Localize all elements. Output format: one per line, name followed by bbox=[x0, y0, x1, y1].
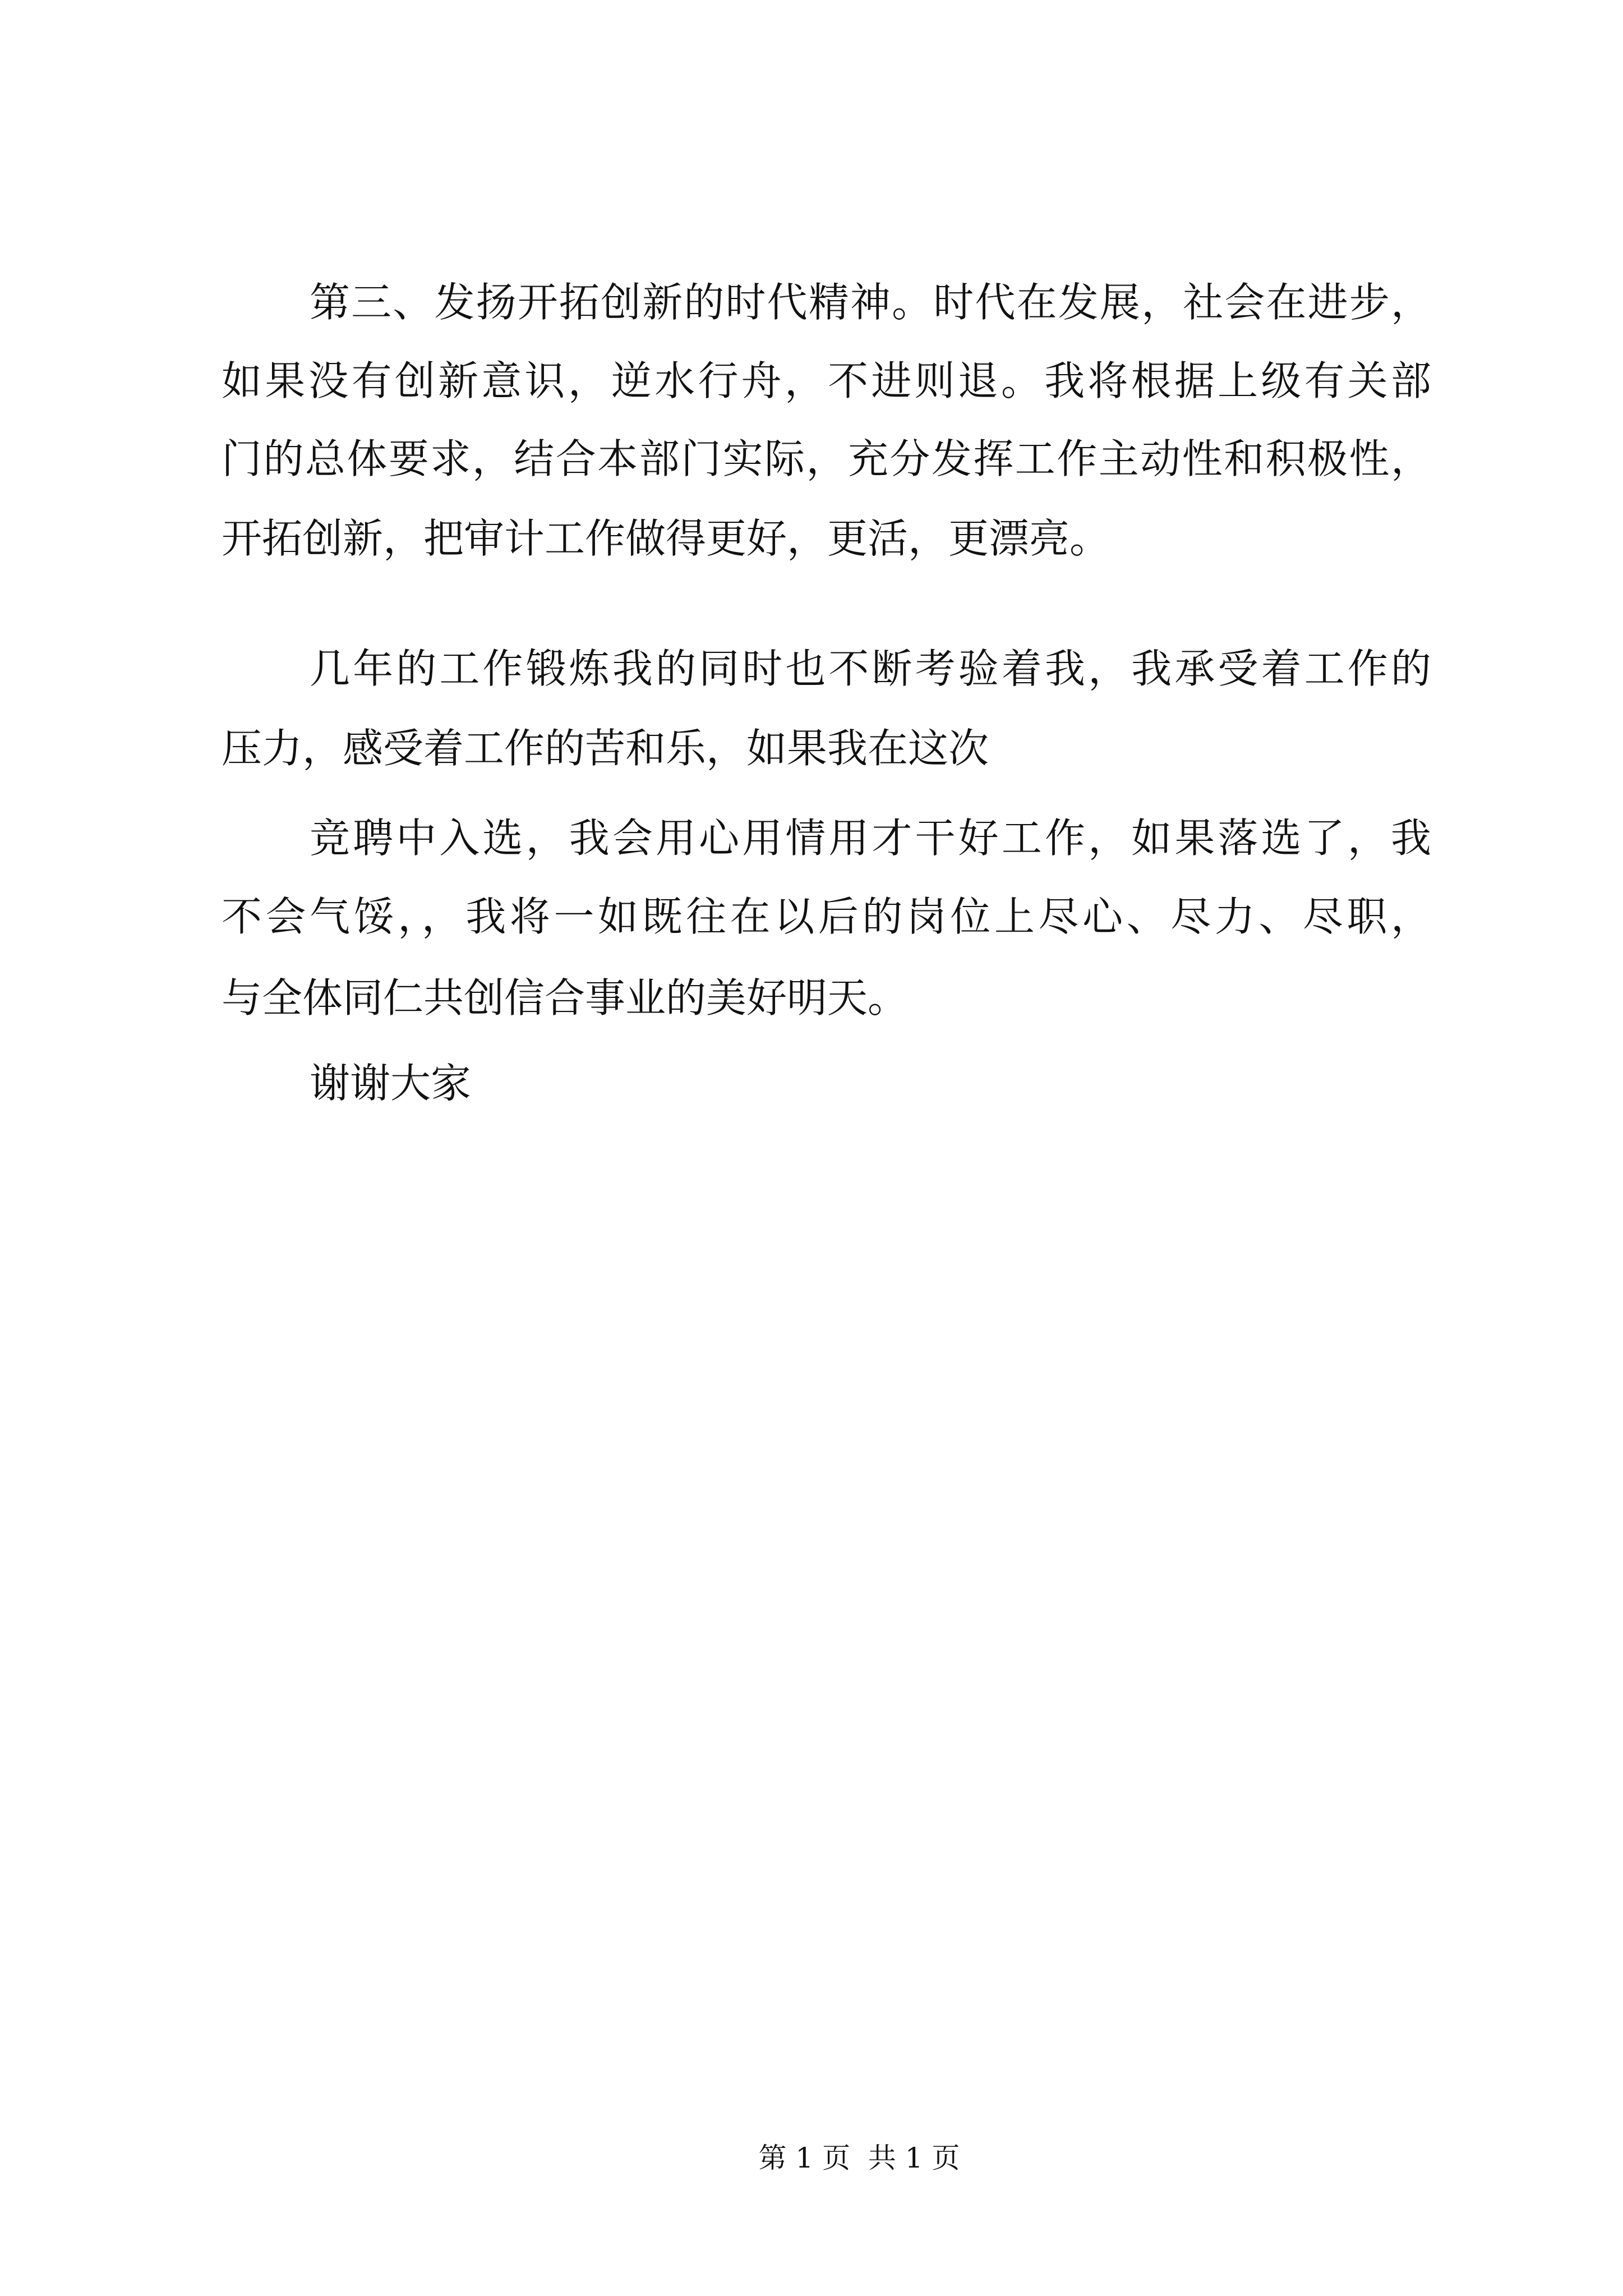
paragraph-line: 与全体同仁共创信合事业的美好明天。 bbox=[222, 974, 909, 1022]
paragraph-line: 如果没有创新意识，逆水行舟，不进则退。我将根据上级有关部 bbox=[222, 357, 1431, 404]
closing-line: 谢谢大家 bbox=[310, 1060, 472, 1107]
paragraph-line: 开拓创新，把审计工作做得更好，更活，更漂亮。 bbox=[222, 515, 1110, 562]
paragraph-line: 不会气馁，，我将一如既往在以后的岗位上尽心、尽力、尽职， bbox=[222, 893, 1431, 940]
paragraph-line: 几年的工作锻炼我的同时也不断考验着我，我承受着工作的 bbox=[310, 645, 1431, 692]
paragraph-line: 第三、发扬开拓创新的时代精神。时代在发展，社会在进步， bbox=[310, 279, 1431, 326]
page-number-footer: 第 1 页 共 1 页 bbox=[758, 2142, 960, 2174]
paragraph-line: 竞聘中入选，我会用心用情用才干好工作，如果落选了，我 bbox=[310, 815, 1431, 862]
paragraph-line: 压力，感受着工作的苦和乐，如果我在这次 bbox=[222, 725, 989, 772]
paragraph-line: 门的总体要求，结合本部门实际，充分发挥工作主动性和积极性， bbox=[222, 435, 1431, 482]
